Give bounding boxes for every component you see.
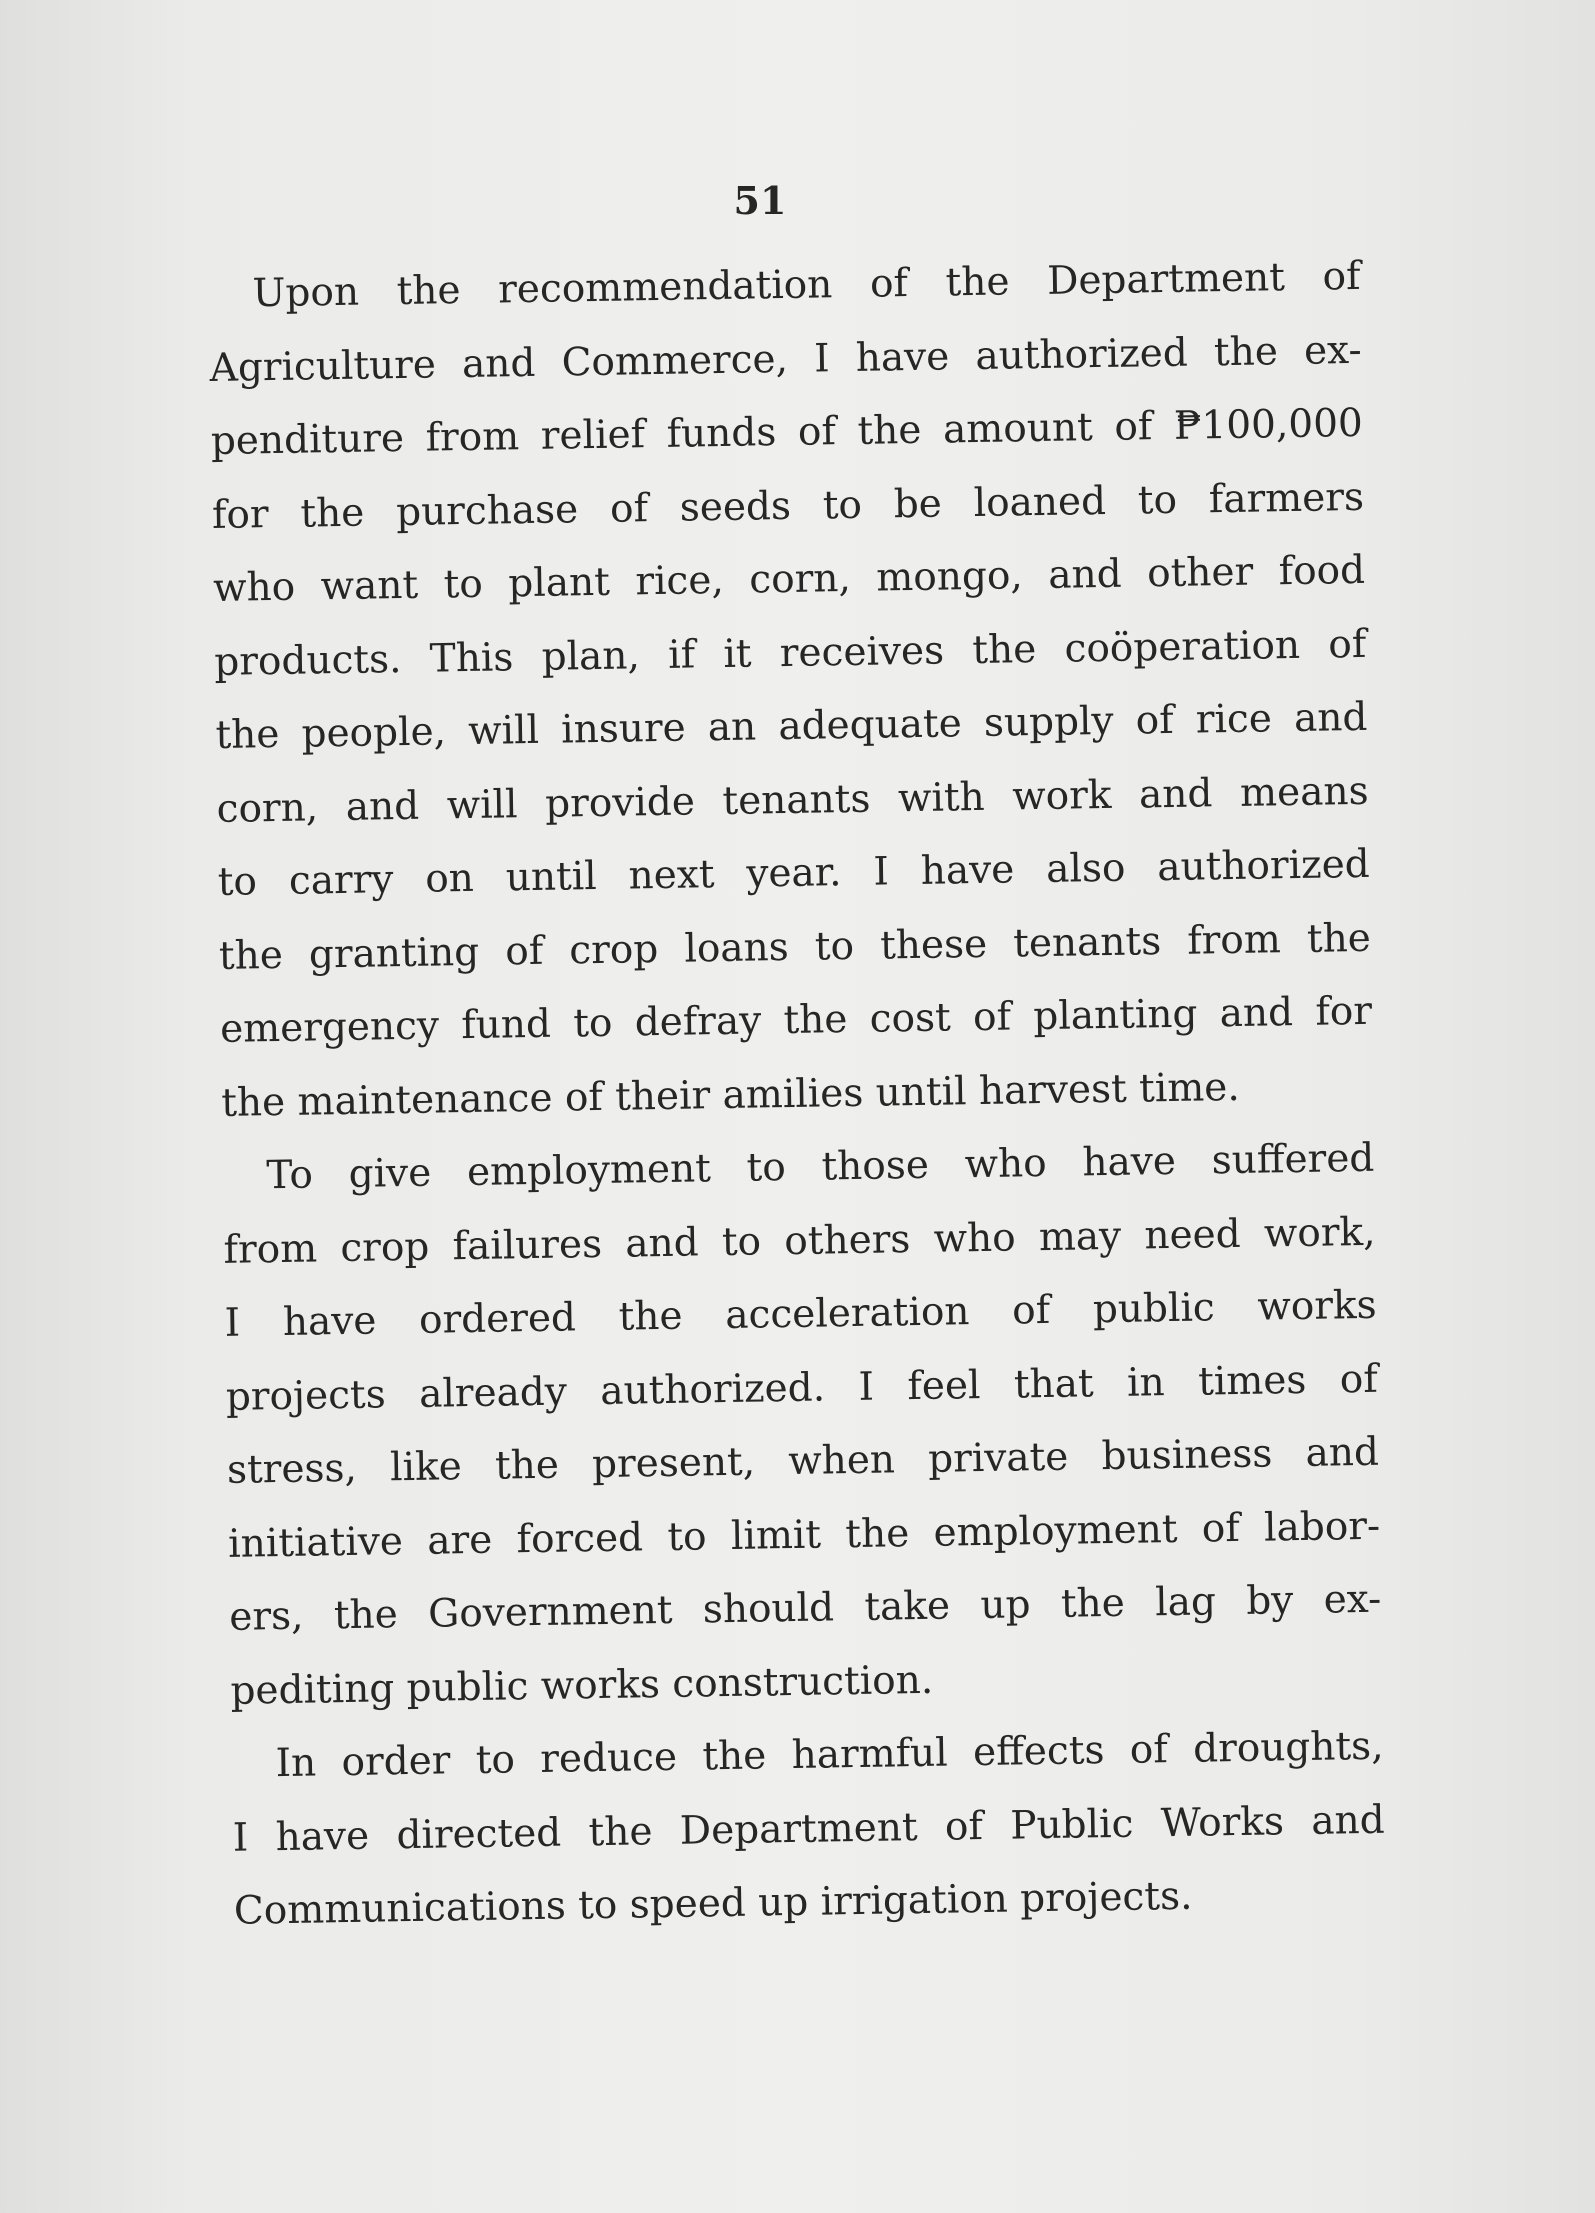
text-line: the granting of crop loans to these tenants from the <box>218 915 1372 979</box>
paragraph-irrigation <box>231 1710 1386 1949</box>
text-line: Upon the recommendation of the Department of <box>252 253 1361 317</box>
page-number: 51 <box>733 178 787 223</box>
text-line: from crop failures and to others who may need work, <box>223 1209 1376 1273</box>
text-line: the people, will insure an adequate supply of rice and <box>215 694 1368 758</box>
text-line: pediting public works construction. <box>230 1657 934 1714</box>
text-line: projects already authorized. I feel that in times of <box>225 1356 1379 1420</box>
text-line: I have directed the Department of Public Works and <box>232 1797 1386 1861</box>
text-line: To give employment to those who have suffered <box>266 1135 1375 1199</box>
text-line: Agriculture and Commerce, I have authorized the ex- <box>209 327 1362 391</box>
text-line: Communications to speed up irrigation projects. <box>233 1873 1193 1934</box>
text-line: emergency fund to defray the cost of planting and for <box>219 988 1373 1052</box>
text-line: I have ordered the acceleration of public works <box>224 1282 1377 1346</box>
paragraph-seed-loans <box>208 240 1374 1140</box>
text-line: penditure from relief funds of the amount of ₱100,000 <box>210 400 1364 464</box>
text-line: In order to reduce the harmful effects of droughts, <box>275 1723 1384 1787</box>
body-text <box>208 240 1386 1948</box>
text-line: for the purchase of seeds to be loaned to farmers <box>211 474 1365 538</box>
text-line: who want to plant rice, corn, mongo, and other food <box>212 547 1366 611</box>
text-line: to carry on until next year. I have also authorized <box>217 841 1371 905</box>
text-line: products. This plan, if it receives the coöperation of <box>213 621 1367 685</box>
text-line: ers, the Government should take up the lag by ex- <box>229 1576 1382 1640</box>
text-line: initiative are forced to limit the employment of labor- <box>227 1503 1381 1567</box>
paragraph-public-works <box>222 1122 1383 1728</box>
text-line: corn, and will provide tenants with work and means <box>216 768 1369 832</box>
text-line: the maintenance of their amilies until harvest time. <box>220 1064 1241 1126</box>
text-line: stress, like the present, when private business and <box>226 1429 1380 1493</box>
